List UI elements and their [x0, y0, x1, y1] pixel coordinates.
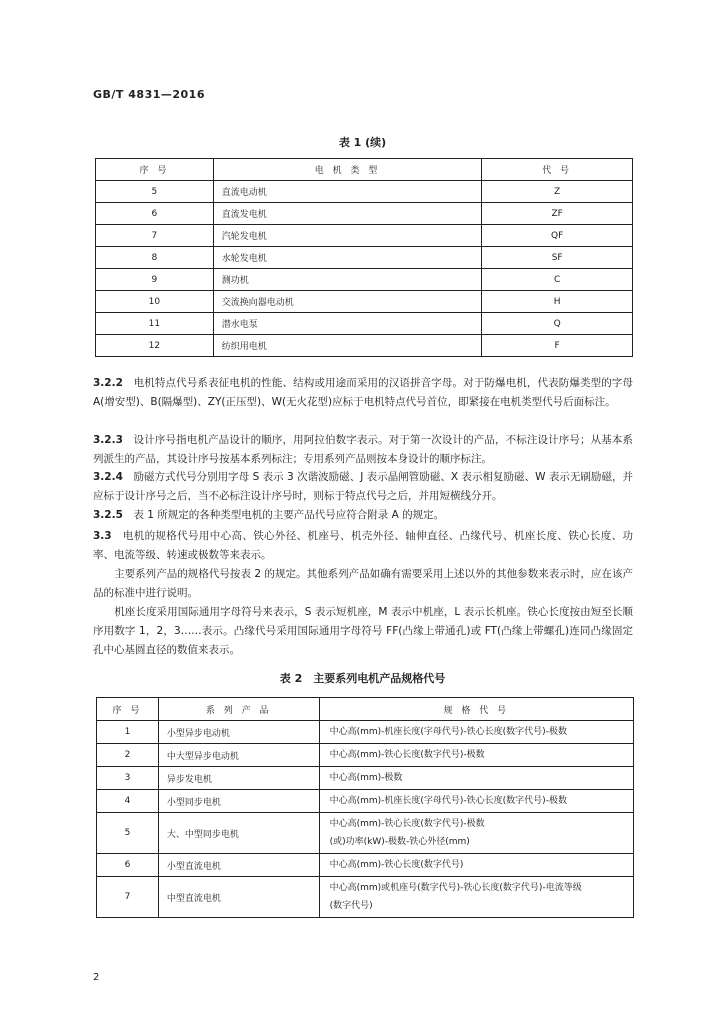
row-code: Z	[482, 181, 633, 203]
table-row	[96, 269, 633, 291]
clause-number: 3.2.5	[93, 509, 123, 521]
clause-number: 3.3	[93, 530, 112, 542]
table-row	[97, 744, 634, 767]
table-row	[96, 335, 633, 357]
table-row	[96, 225, 633, 247]
table-row	[97, 767, 634, 790]
table-header-row	[97, 698, 634, 721]
row-no: 7	[96, 225, 214, 247]
table-row	[96, 313, 633, 335]
standard-code: GB/T 4831—2016	[93, 88, 205, 101]
row-code: C	[482, 269, 633, 291]
row-product: 中大型异步电动机	[158, 744, 319, 767]
column-header-code: 代 号	[482, 159, 633, 181]
row-type: 纺织用电机	[213, 335, 481, 357]
clause-text: 电机的规格代号用中心高、铁心外径、机座号、机壳外径、轴伸直径、凸缘代号、机座长度、铁心长度、功率、电流等级、转速或极数等来表示。	[93, 530, 634, 561]
row-spec	[319, 877, 633, 918]
spec-line: 中心高(mm)-机座长度(字母代号)-铁心长度(数字代号)-极数	[329, 796, 567, 806]
clause-3-2-5	[93, 506, 633, 525]
table1-caption: 表 1 (续)	[338, 136, 387, 149]
clause-text: 励磁方式代号分别用字母 S 表示 3 次谐波励磁、J 表示晶闸管励磁、X 表示相复励磁、W 表示无刷励磁，并应标于设计序号之后，当不必标注设计序号时，则标于特点代号之后，并用短横线分开。	[93, 471, 634, 502]
clause-number: 3.2.2	[93, 377, 123, 389]
row-no: 2	[97, 744, 159, 767]
spec-line: 中心高(mm)-极数	[329, 773, 403, 783]
row-type: 潜水电泵	[213, 313, 481, 335]
table-row	[96, 203, 633, 225]
spec-line: (数字代号)	[329, 901, 373, 911]
clause-number: 3.2.3	[93, 434, 123, 446]
clause-number: 3.2.4	[93, 471, 123, 483]
row-product: 异步发电机	[158, 767, 319, 790]
clause-3-2-3	[93, 431, 633, 469]
row-no: 9	[96, 269, 214, 291]
row-code: QF	[482, 225, 633, 247]
row-type: 交流换向器电动机	[213, 291, 481, 313]
column-header-product: 系 列 产 品	[158, 698, 319, 721]
row-spec	[319, 813, 633, 854]
row-type: 直流发电机	[213, 203, 481, 225]
table-row	[97, 721, 634, 744]
row-no: 1	[97, 721, 159, 744]
row-code: F	[482, 335, 633, 357]
row-no: 5	[96, 181, 214, 203]
row-spec	[319, 854, 633, 877]
table-row	[96, 181, 633, 203]
spec-line: 中心高(mm)-铁心长度(数字代号)-极数	[329, 750, 485, 760]
table-row	[96, 247, 633, 269]
table-row	[97, 790, 634, 813]
column-header-spec: 规 格 代 号	[319, 698, 633, 721]
row-spec	[319, 744, 633, 767]
row-type: 汽轮发电机	[213, 225, 481, 247]
row-no: 4	[97, 790, 159, 813]
paragraph-frame-length	[93, 603, 633, 660]
row-product: 小型同步电机	[158, 790, 319, 813]
row-no: 11	[96, 313, 214, 335]
row-no: 6	[97, 854, 159, 877]
row-spec	[319, 790, 633, 813]
row-type: 测功机	[213, 269, 481, 291]
paragraph-main-series	[93, 565, 633, 603]
row-no: 10	[96, 291, 214, 313]
paragraph-text: 主要系列产品的规格代号按表 2 的规定。其他系列产品如确有需要采用上述以外的其他参数来表示时，应在该产品的标准中进行说明。	[93, 568, 634, 599]
table-row	[97, 813, 634, 854]
table-row	[97, 854, 634, 877]
row-code: Q	[482, 313, 633, 335]
row-spec	[319, 721, 633, 744]
row-product: 小型直流电机	[158, 854, 319, 877]
clause-3-2-2	[93, 374, 633, 412]
spec-line: 中心高(mm)-铁心长度(数字代号)	[329, 860, 464, 870]
row-no: 6	[96, 203, 214, 225]
paragraph-text: 机座长度采用国际通用字母符号来表示，S 表示短机座，M 表示中机座，L 表示长机座。铁心长度按由短至长顺序用数字 1，2，3……表示。凸缘代号采用国际通用字母符号 FF(凸缘上带通孔)或 FT(凸缘上带螺孔)连同凸缘固定孔中心基圆直径的数值来表示。	[93, 606, 634, 656]
row-no: 12	[96, 335, 214, 357]
row-type: 直流电动机	[213, 181, 481, 203]
table-header-row	[96, 159, 633, 181]
spec-line: 中心高(mm)-铁心长度(数字代号)-极数	[329, 819, 485, 829]
row-code: ZF	[482, 203, 633, 225]
spec-line: 中心高(mm)-机座长度(字母代号)-铁心长度(数字代号)-极数	[329, 727, 567, 737]
clause-3-2-4	[93, 468, 633, 506]
column-header-no: 序 号	[96, 159, 214, 181]
table2-spec-codes	[96, 697, 634, 918]
row-no: 3	[97, 767, 159, 790]
row-product: 中型直流电机	[158, 877, 319, 918]
clause-text: 设计序号指电机产品设计的顺序，用阿拉伯数字表示。对于第一次设计的产品，不标注设计序号；从基本系列派生的产品，其设计序号按基本系列标注；专用系列产品则按本身设计的顺序标注。	[93, 434, 634, 465]
table-row	[96, 291, 633, 313]
row-code: SF	[482, 247, 633, 269]
row-spec	[319, 767, 633, 790]
row-no: 7	[97, 877, 159, 918]
table2-caption: 表 2 主要系列电机产品规格代号	[279, 672, 446, 685]
clause-text: 电机特点代号系表征电机的性能、结构或用途而采用的汉语拼音字母。对于防爆电机，代表防爆类型的字母 A(增安型)、B(隔爆型)、ZY(正压型)、W(无火花型)应标于电机特点代号首位，即紧接在电机类型代号后面标注。	[93, 377, 634, 408]
spec-line: 中心高(mm)或机座号(数字代号)-铁心长度(数字代号)-电流等级	[329, 883, 582, 893]
column-header-no: 序 号	[97, 698, 159, 721]
column-header-type: 电 机 类 型	[213, 159, 481, 181]
row-type: 水轮发电机	[213, 247, 481, 269]
table1-motor-types	[95, 158, 633, 357]
row-product: 大、中型同步电机	[158, 813, 319, 854]
row-product: 小型异步电动机	[158, 721, 319, 744]
spec-line: (或)功率(kW)-极数-铁心外径(mm)	[329, 837, 470, 847]
row-no: 8	[96, 247, 214, 269]
row-code: H	[482, 291, 633, 313]
clause-text: 表 1 所规定的各种类型电机的主要产品代号应符合附录 A 的规定。	[133, 509, 445, 521]
page-number: 2	[93, 972, 100, 983]
clause-3-3	[93, 527, 633, 565]
table-row	[97, 877, 634, 918]
row-no: 5	[97, 813, 159, 854]
